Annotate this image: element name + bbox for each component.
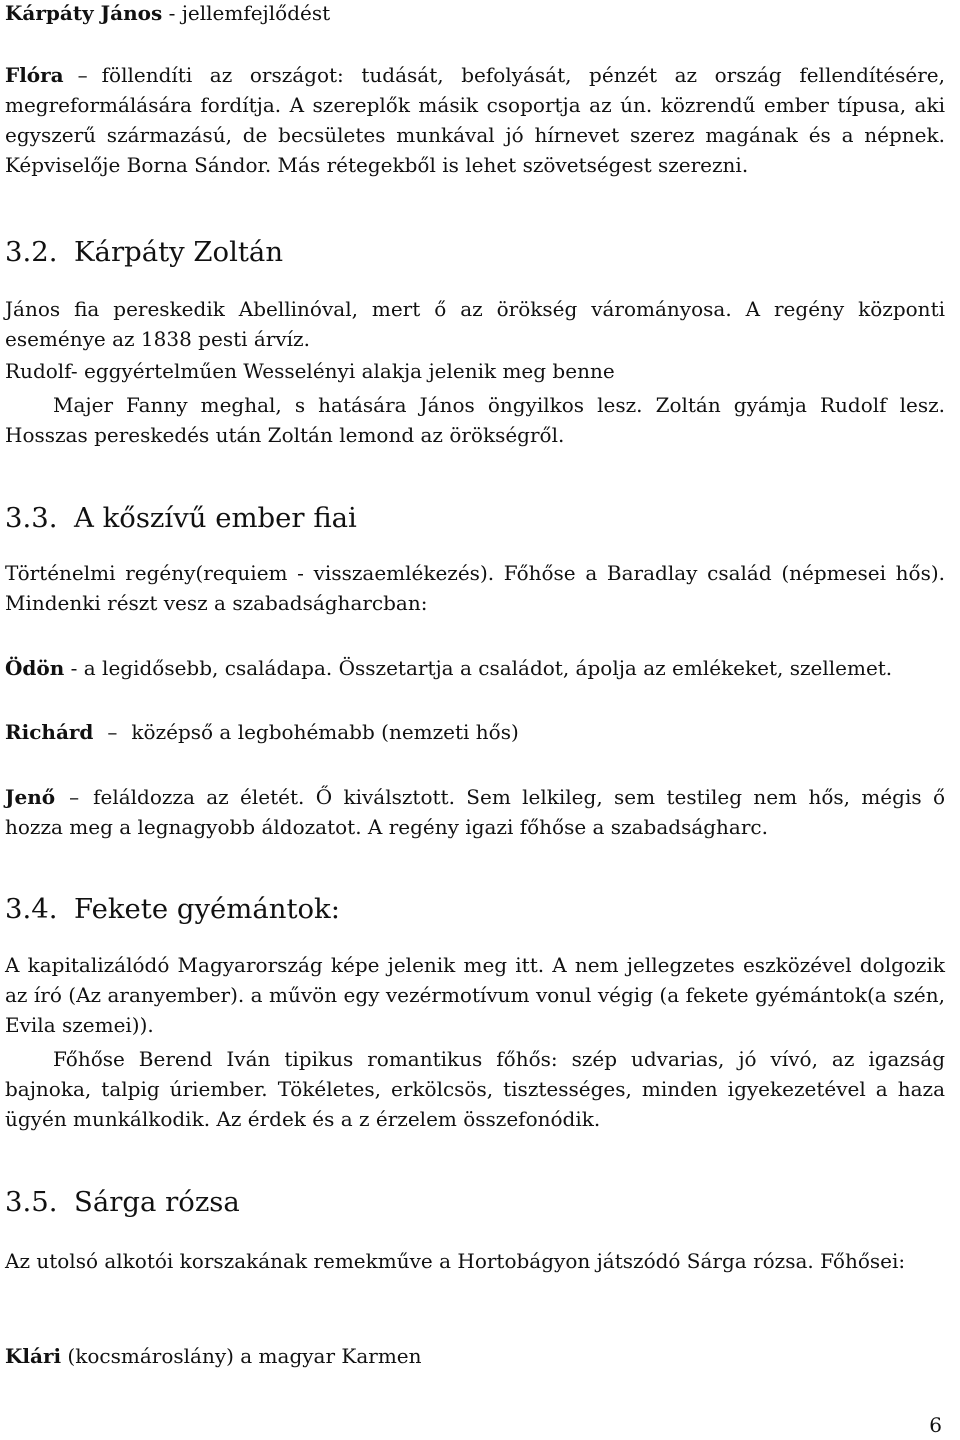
paragraph-3-4-1: A kapitalizálódó Magyarország képe jelenik meg itt. A nem jellegzetes eszközével dolgozik az író (Az aranyember). a művön egy vezérmotívum vonul végig (a fekete gyémántok(a szén, Evila szemei)). (5, 953, 945, 1037)
character-name-odon: Ödön (5, 656, 65, 680)
character-name-karpaty-janos: Kárpáty János (5, 1, 163, 25)
character-name-richard: Richárd (5, 720, 94, 744)
em-dash: – (77, 63, 88, 87)
header-line (5, 0, 945, 28)
section-heading-3-5 (5, 1186, 945, 1218)
section-title: A kőszívű ember fiai (74, 502, 357, 534)
paragraph-odon (5, 653, 945, 683)
section-heading-3-2 (5, 236, 945, 268)
richard-text: középső a legbohémabb (nemzeti hős) (131, 720, 519, 744)
paragraph-klari (5, 1341, 945, 1371)
em-dash: – (69, 785, 80, 809)
paragraph-3-5-1: Az utolsó alkotói korszakának remekműve a Hortobágyon játszódó Sárga rózsa. Főhősei: (5, 1249, 906, 1273)
section-number: 3.2. (5, 236, 58, 268)
section-title: Kárpáty Zoltán (74, 236, 284, 268)
em-dash: – (107, 720, 118, 744)
section-number: 3.4. (5, 893, 58, 925)
section-heading-3-4 (5, 893, 945, 925)
section-title: Fekete gyémántok: (74, 893, 340, 925)
header-line-rest: - jellemfejlődést (162, 1, 331, 25)
character-name-klari: Klári (5, 1344, 62, 1368)
flora-text: föllendíti az országot: tudását, befolyását, pénzét az ország fellendítésére, megreformálására fordítja. A szereplők másik csoportja az ún. közrendű ember típusa, aki egyszerű származású, de becsületes munkával jó hírnevet szerez magának és a népnek. Képviselője Borna Sándor. Más rétegekből is lehet szövetségest szerezni. (5, 63, 945, 177)
jeno-text: feláldozza az életét. Ő kiválsztott. Sem lelkileg, sem testileg nem hős, mégis ő hozza meg a legnagyobb áldozatot. A regény igazi főhőse a szabadságharc. (5, 785, 945, 839)
section-number: 3.5. (5, 1186, 58, 1218)
paragraph-3-2-2: Rudolf- eggyértelműen Wesselényi alakja jelenik meg benne (5, 359, 615, 383)
section-number: 3.3. (5, 502, 58, 534)
paragraph-richard (5, 717, 945, 747)
odon-text: - a legidősebb, családapa. Összetartja a családot, ápolja az emlékeket, szellemet. (64, 656, 893, 680)
page-number: 6 (929, 1413, 942, 1437)
paragraph-3-4-2: Főhőse Berend Iván tipikus romantikus főhős: szép udvarias, jó vívó, az igazság bajnoka, talpig úriember. Tökéletes, erkölcsös, tisztességes, minden igyekezetével a haza ügyén munkálkodik. Az érdek és a z érzelem összefonódik. (5, 1047, 945, 1131)
klari-text: (kocsmároslány) a magyar Karmen (61, 1344, 422, 1368)
section-heading-3-3 (5, 502, 945, 534)
paragraph-3-2-1: János fia pereskedik Abellinóval, mert ő az örökség várományosa. A regény központi eseménye az 1838 pesti árvíz. (5, 297, 945, 351)
paragraph-3-3-1: Történelmi regény(requiem - visszaemlékezés). Főhőse a Baradlay család (népmesei hős). Mindenki részt vesz a szabadságharcban: (5, 561, 945, 615)
paragraph-jeno (5, 782, 945, 842)
paragraph-3-2-3: Majer Fanny meghal, s hatására János öngyilkos lesz. Zoltán gyámja Rudolf lesz. Hosszas pereskedés után Zoltán lemond az örökségről. (5, 393, 945, 447)
character-name-jeno: Jenő (5, 785, 56, 809)
character-name-flora: Flóra (5, 63, 64, 87)
section-title: Sárga rózsa (74, 1186, 240, 1218)
flora-paragraph (5, 60, 945, 180)
